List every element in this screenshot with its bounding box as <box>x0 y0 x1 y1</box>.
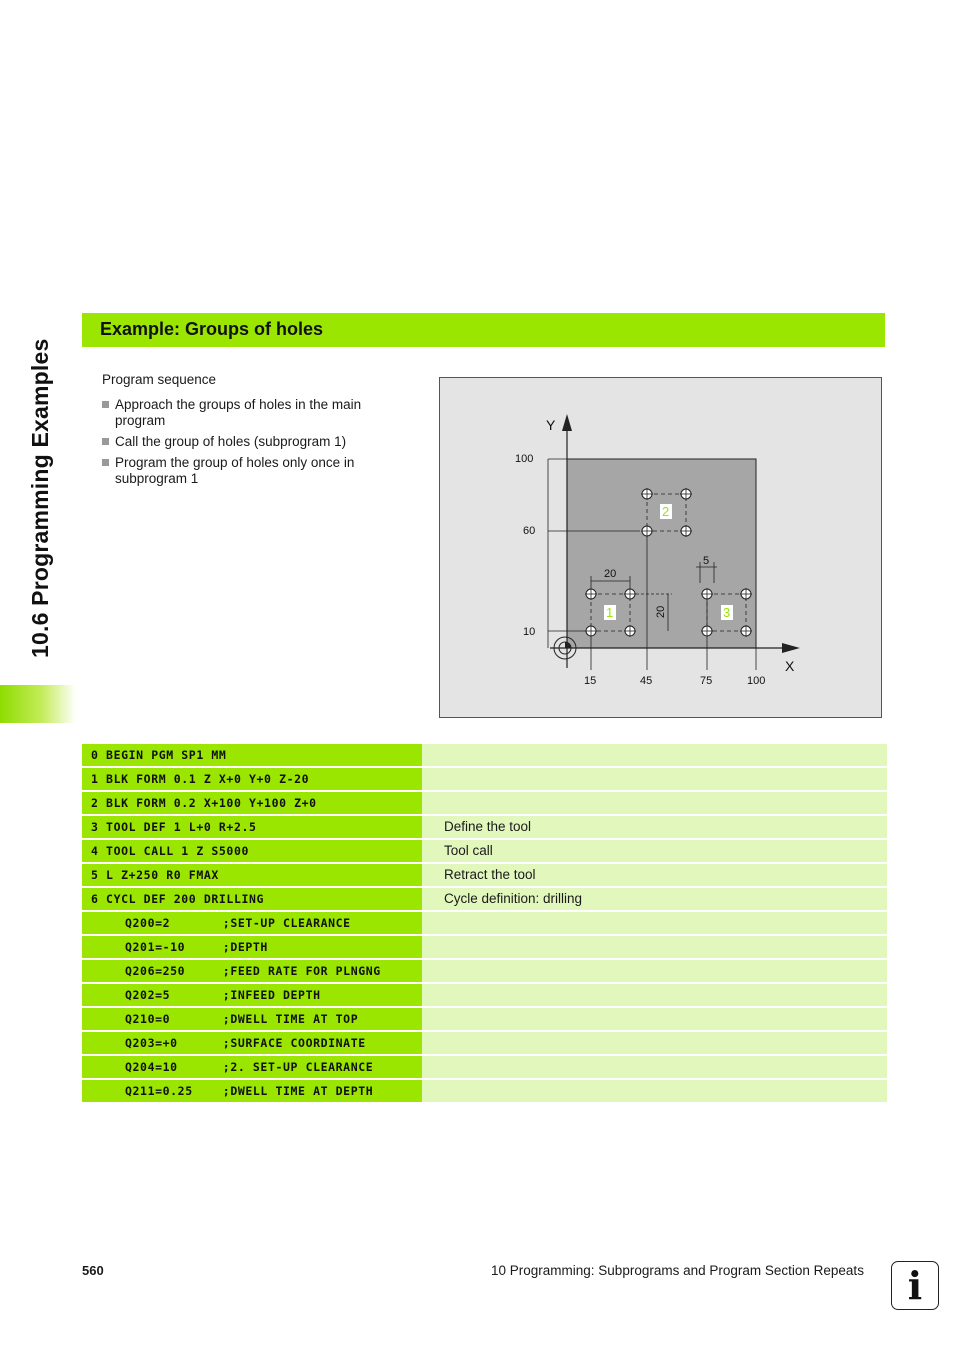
dimension-label: 20 <box>655 605 667 618</box>
nc-description <box>422 1008 887 1030</box>
nc-code: 5 L Z+250 R0 FMAX <box>82 864 422 886</box>
nc-description: Cycle definition: drilling <box>422 888 887 910</box>
dimension-label: 5 <box>703 555 710 567</box>
nc-code: Q210=0 ;DWELL TIME AT TOP <box>82 1008 422 1030</box>
bullet-text: Approach the groups of holes in the main program <box>115 397 362 428</box>
chapter-tab-marker <box>0 685 76 723</box>
nc-description <box>422 1032 887 1054</box>
program-row <box>82 1056 887 1078</box>
chapter-footer: 10 Programming: Subprograms and Program Section Repeats <box>491 1263 864 1278</box>
program-row <box>82 744 887 766</box>
bullet-text: Call the group of holes (subprogram 1) <box>115 434 347 449</box>
group-label: 1 <box>606 605 614 620</box>
y-axis-label: Y <box>546 417 556 433</box>
bullet-square-icon <box>102 459 109 466</box>
nc-description: Tool call <box>422 840 887 862</box>
program-row <box>82 1032 887 1054</box>
nc-code: 6 CYCL DEF 200 DRILLING <box>82 888 422 910</box>
nc-code: 2 BLK FORM 0.2 X+100 Y+100 Z+0 <box>82 792 422 814</box>
nc-description <box>422 744 887 766</box>
group-label: 2 <box>662 504 670 519</box>
nc-code: Q203=+0 ;SURFACE COORDINATE <box>82 1032 422 1054</box>
nc-description <box>422 768 887 790</box>
nc-code: Q200=2 ;SET-UP CLEARANCE <box>82 912 422 934</box>
x-tick-label: 45 <box>640 675 653 687</box>
bullet-item <box>102 455 402 487</box>
program-row <box>82 816 887 838</box>
program-row <box>82 840 887 862</box>
nc-description <box>422 936 887 958</box>
section-header <box>82 313 885 347</box>
bullet-square-icon <box>102 438 109 445</box>
x-axis-arrow-icon <box>782 643 800 653</box>
section-title: Example: Groups of holes <box>100 319 324 339</box>
nc-code: Q201=-10 ;DEPTH <box>82 936 422 958</box>
program-row <box>82 936 887 958</box>
y-tick-label: 100 <box>515 453 534 465</box>
program-listing <box>82 744 887 1104</box>
program-row <box>82 888 887 910</box>
nc-description <box>422 960 887 982</box>
x-tick-label: 100 <box>747 675 766 687</box>
intro-text <box>102 372 402 492</box>
nc-description <box>422 792 887 814</box>
nc-code: Q206=250 ;FEED RATE FOR PLNGNG <box>82 960 422 982</box>
nc-description: Retract the tool <box>422 864 887 886</box>
program-row <box>82 768 887 790</box>
nc-description <box>422 1056 887 1078</box>
bullet-item <box>102 397 402 429</box>
nc-code: 3 TOOL DEF 1 L+0 R+2.5 <box>82 816 422 838</box>
program-row <box>82 864 887 886</box>
program-row <box>82 912 887 934</box>
bullet-item <box>102 434 402 450</box>
program-row <box>82 960 887 982</box>
y-tick-label: 10 <box>523 626 536 638</box>
dimension-label: 20 <box>604 568 617 580</box>
nc-code: 4 TOOL CALL 1 Z S5000 <box>82 840 422 862</box>
nc-description: Define the tool <box>422 816 887 838</box>
program-row <box>82 1080 887 1102</box>
bullet-text: Program the group of holes only once in subprogram 1 <box>115 455 355 486</box>
hole-pattern-drawing <box>439 377 882 718</box>
nc-description <box>422 984 887 1006</box>
x-tick-label: 15 <box>584 675 597 687</box>
bullet-square-icon <box>102 401 109 408</box>
nc-code: Q211=0.25 ;DWELL TIME AT DEPTH <box>82 1080 422 1102</box>
x-tick-label: 75 <box>700 675 713 687</box>
program-row <box>82 984 887 1006</box>
nc-code: Q202=5 ;INFEED DEPTH <box>82 984 422 1006</box>
intro-lead: Program sequence <box>102 372 217 387</box>
info-icon[interactable] <box>891 1261 939 1310</box>
group-label: 3 <box>723 605 731 620</box>
nc-description <box>422 1080 887 1102</box>
chapter-side-title: 10.6 Programming Examples <box>27 338 53 658</box>
nc-code: 0 BEGIN PGM SP1 MM <box>82 744 422 766</box>
y-tick-label: 60 <box>523 525 536 537</box>
x-axis-label: X <box>785 658 795 674</box>
page-number: 560 <box>82 1263 104 1278</box>
y-axis-arrow-icon <box>562 414 572 431</box>
nc-code: Q204=10 ;2. SET-UP CLEARANCE <box>82 1056 422 1078</box>
info-glyph: i <box>907 1263 923 1308</box>
nc-code: 1 BLK FORM 0.1 Z X+0 Y+0 Z-20 <box>82 768 422 790</box>
program-row <box>82 1008 887 1030</box>
program-row <box>82 792 887 814</box>
nc-description <box>422 912 887 934</box>
